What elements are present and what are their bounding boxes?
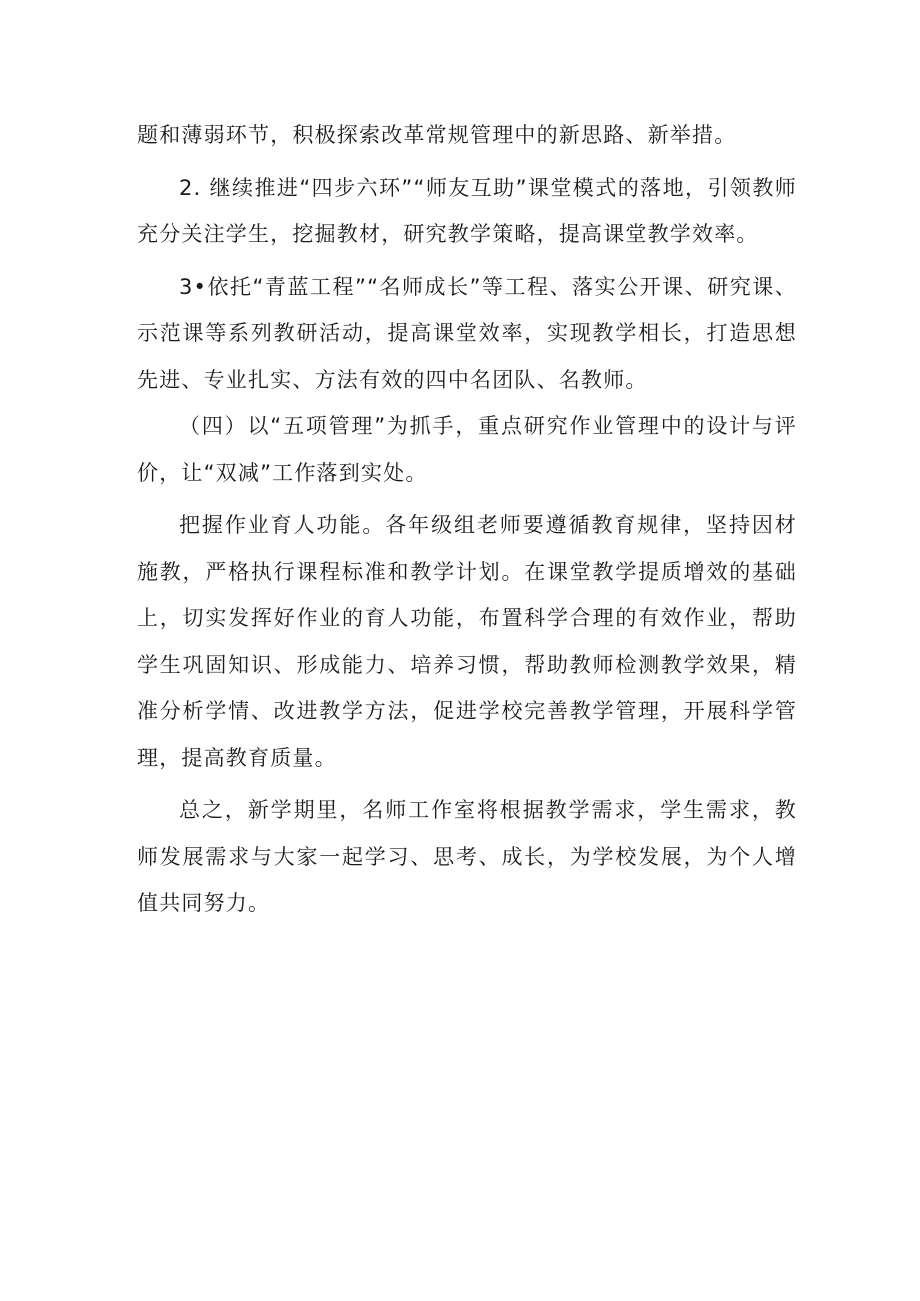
paragraph-continuation: 题和薄弱环节，积极探索改革常规管理中的新思路、新举措。 <box>137 123 737 147</box>
document-body <box>137 112 797 927</box>
section-heading-four: （四）以“五项管理”为抓手，重点研究作业管理中的设计与评价，让“双减”工作落到实处。 <box>137 414 797 485</box>
paragraph-conclusion: 总之，新学期里，名师工作室将根据教学需求，学生需求，教师发展需求与大家一起学习、思考、成长，为学校发展，为个人增值共同努力。 <box>137 798 797 915</box>
paragraph-item-3: 3•依托“青蓝工程”“名师成长”等工程、落实公开课、研究课、示范课等系列教研活动，提高课堂效率，实现教学相长，打造思想先进、专业扎实、方法有效的四中名团队、名教师。 <box>137 274 797 392</box>
paragraph-item-2: 2. 继续推进“四步六环”“师友互助”课堂模式的落地，引领教师充分关注学生，挖掘教材，研究教学策略，提高课堂教学效率。 <box>137 175 797 246</box>
paragraph-homework-function: 把握作业育人功能。各年级组老师要遵循教育规律，坚持因材施教，严格执行课程标准和教学计划。在课堂教学提质增效的基础上，切实发挥好作业的育人功能，布置科学合理的有效作业，帮助学生巩固知识、形成能力、培养习惯，帮助教师检测教学效果，精准分析学情、改进教学方法，促进学校完善教学管理，开展科学管理，提高教育质量。 <box>137 513 797 770</box>
